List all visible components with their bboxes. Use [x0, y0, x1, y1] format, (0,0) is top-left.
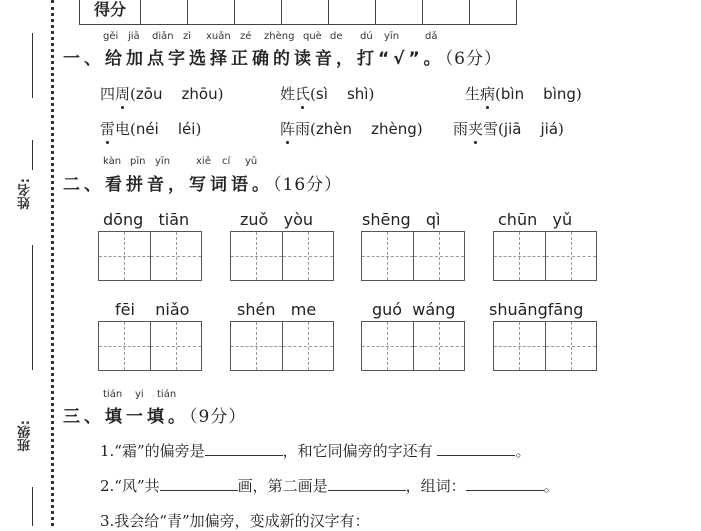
name-underline	[32, 245, 33, 370]
writing-grid[interactable]	[98, 321, 202, 371]
pinyin: dǎ	[425, 31, 438, 42]
dotted-char: 夹	[468, 120, 484, 138]
pinyin: xiě	[196, 156, 211, 167]
margin-line	[32, 140, 33, 170]
reading-item[interactable]: 雨夹雪(jiā jiá)	[453, 120, 564, 138]
score-label: 得分	[80, 0, 141, 25]
word-pinyin: chūn yǔ	[498, 210, 573, 229]
pinyin: yi	[135, 389, 144, 400]
q2-blank-1[interactable]	[160, 476, 238, 491]
section-1-points: （6分）	[444, 49, 503, 69]
pinyin: yīn	[155, 156, 171, 167]
score-cell[interactable]	[235, 0, 282, 25]
pinyin: de	[330, 31, 343, 42]
pinyin: què	[303, 31, 322, 42]
word-char: 雪	[483, 120, 499, 138]
option-1[interactable]: jiā	[503, 120, 522, 138]
reading-item[interactable]: 姓氏(sì shì)	[280, 85, 375, 103]
class-underline	[32, 487, 33, 526]
section-3-title-text: 三、填一填。	[63, 407, 189, 427]
writing-grid[interactable]	[98, 231, 202, 281]
pinyin: diǎn	[152, 31, 174, 42]
section-2-title	[63, 170, 342, 195]
option-1[interactable]: zōu	[135, 85, 163, 103]
score-cell[interactable]	[329, 0, 376, 25]
margin-line	[32, 33, 33, 98]
writing-grid[interactable]	[493, 321, 597, 371]
reading-item[interactable]: 阵雨(zhèn zhèng)	[280, 120, 423, 138]
reading-item[interactable]: 生病(bìn bìng)	[465, 85, 582, 103]
word-char: 生	[465, 85, 481, 103]
word-pinyin: fēi niǎo	[115, 300, 190, 319]
dotted-char: 氏	[295, 85, 311, 103]
word-pinyin: zuǒ yòu	[240, 210, 313, 229]
pinyin: dú	[360, 31, 373, 42]
q1-text: ，和它同偏旁的字还有	[282, 442, 433, 460]
score-cell[interactable]	[141, 0, 188, 25]
pinyin: tián	[103, 389, 123, 400]
q2-text: ，组词：	[405, 477, 466, 495]
q2-blank-3[interactable]	[466, 476, 544, 491]
section-3-points: （9分）	[189, 407, 247, 427]
word-pinyin: shēng qì	[362, 210, 441, 229]
question-1	[100, 440, 530, 461]
q2-text: 。	[543, 477, 559, 495]
binding-dotted-line	[51, 0, 54, 526]
word-pinyin: shuāngfāng	[489, 300, 584, 319]
word-char: 雨	[453, 120, 469, 138]
class-label: 班级:	[18, 420, 33, 452]
option-1[interactable]: bìn	[500, 85, 525, 103]
q2-blank-2[interactable]	[328, 476, 406, 491]
dotted-char: 病	[480, 85, 496, 103]
pinyin: tián	[157, 389, 177, 400]
question-3	[100, 510, 370, 531]
q2-text: 2.“风”共	[100, 477, 160, 495]
name-label: 姓名:	[18, 178, 33, 210]
q1-text: 。	[515, 442, 531, 460]
pinyin: cí	[222, 156, 231, 167]
score-table	[79, 0, 517, 25]
writing-grid[interactable]	[493, 231, 597, 281]
pinyin: yǔ	[245, 156, 258, 167]
dotted-char: 阵	[280, 120, 296, 138]
q1-blank-1[interactable]	[205, 441, 283, 456]
pinyin: pīn	[130, 156, 146, 167]
word-char: 姓	[280, 85, 296, 103]
pinyin: kàn	[103, 156, 122, 167]
word-char: 四	[100, 85, 116, 103]
score-cell[interactable]	[188, 0, 235, 25]
option-1[interactable]: zhèn	[315, 120, 353, 138]
score-cell[interactable]	[282, 0, 329, 25]
q2-text: 画，第二画是	[237, 477, 328, 495]
section-3-title	[63, 402, 246, 427]
score-cell[interactable]	[376, 0, 423, 25]
q1-text: 1.“霜”的偏旁是	[100, 442, 205, 460]
question-2	[100, 475, 559, 496]
section-1-title-text: 一、给加点字选择正确的读音，打“√”。	[63, 49, 445, 69]
section-1-title	[63, 44, 502, 69]
reading-item[interactable]: 四周(zōu zhōu)	[100, 85, 224, 103]
section-2-title-text: 二、看拼音，写词语。	[63, 175, 273, 195]
word-char: 雨	[295, 120, 311, 138]
writing-grid[interactable]	[361, 231, 465, 281]
option-2[interactable]: bìng	[543, 85, 576, 103]
option-2[interactable]: jiá	[540, 120, 559, 138]
dotted-char: 雷	[100, 120, 116, 138]
reading-item[interactable]: 雷电(néi léi)	[100, 120, 202, 138]
option-2[interactable]: shì	[346, 85, 369, 103]
score-cell[interactable]	[423, 0, 470, 25]
option-1[interactable]: sì	[315, 85, 328, 103]
section-2-points: （16分）	[273, 175, 343, 195]
score-cell[interactable]	[470, 0, 517, 25]
word-char: 电	[115, 120, 131, 138]
writing-grid[interactable]	[230, 321, 334, 371]
pinyin: gěi	[103, 31, 119, 42]
option-2[interactable]: zhèng	[371, 120, 417, 138]
word-pinyin: dōng tiān	[103, 210, 190, 229]
option-2[interactable]: zhōu	[181, 85, 218, 103]
option-2[interactable]: léi	[177, 120, 196, 138]
pinyin: yīn	[384, 31, 400, 42]
pinyin: jiā	[128, 31, 140, 42]
pinyin: xuǎn	[206, 31, 231, 42]
word-pinyin: guó wáng	[372, 300, 456, 319]
writing-grid[interactable]	[230, 231, 334, 281]
pinyin: zì	[183, 31, 192, 42]
q1-blank-2[interactable]	[437, 441, 515, 456]
dotted-char: 周	[115, 85, 131, 103]
pinyin: zhèng	[264, 31, 295, 42]
writing-grid[interactable]	[361, 321, 465, 371]
q3-text: 3.我会给“青”加偏旁，变成新的汉字有：	[100, 512, 370, 530]
pinyin: zé	[240, 31, 252, 42]
option-1[interactable]: néi	[135, 120, 159, 138]
word-pinyin: shén me	[237, 300, 317, 319]
